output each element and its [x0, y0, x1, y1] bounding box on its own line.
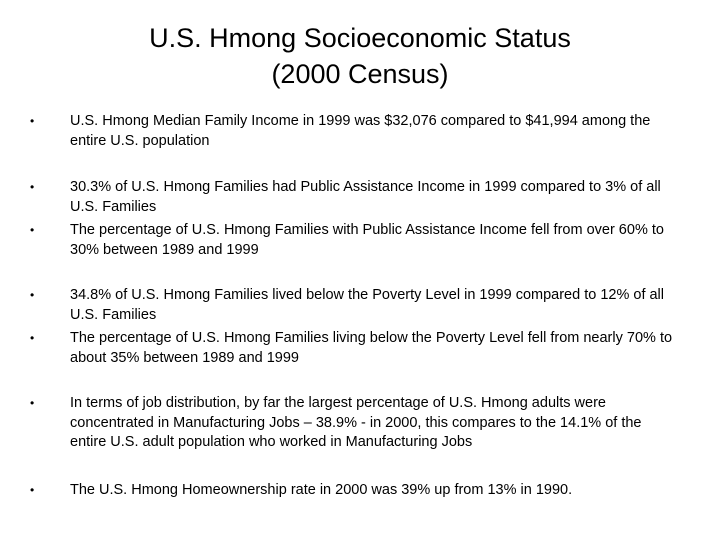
bullet-text: The U.S. Hmong Homeownership rate in 2000 was 39% up from 13% in 1990.: [70, 482, 573, 498]
bullet-marker: •: [30, 483, 35, 497]
bullet-marker: •: [30, 180, 35, 194]
slide-title: [40, 20, 680, 92]
bullet-text: 34.8% of U.S. Hmong Families lived below the Poverty Level in 1999 compared to 12% of all U.S. Families: [70, 287, 665, 323]
bullet-marker: •: [30, 331, 35, 345]
bullet-marker: •: [30, 288, 35, 302]
bullet-marker: •: [30, 114, 35, 128]
bullet-text: The percentage of U.S. Hmong Families with Public Assistance Income fell from over 60% to 30% between 1989 and 1999: [70, 222, 664, 258]
bullet-marker: •: [30, 396, 35, 410]
bullet-text: U.S. Hmong Median Family Income in 1999 was $32,076 compared to $41,994 among the entire U.S. population: [70, 113, 651, 149]
title-line-2: (2000 Census): [271, 59, 449, 89]
bullet-text: The percentage of U.S. Hmong Families living below the Poverty Level fell from nearly 70% to about 35% between 1989 and 1999: [70, 330, 673, 366]
title-line-1: U.S. Hmong Socioeconomic Status: [149, 23, 571, 53]
bullet-text: In terms of job distribution, by far the largest percentage of U.S. Hmong adults were concentrated in Manufacturing Jobs – 38.9% - in 2000, this compares to the 14.1% of the entire U.S. adult population who worked in Manufacturing Jobs: [70, 395, 642, 450]
bullet-text: 30.3% of U.S. Hmong Families had Public Assistance Income in 1999 compared to 3% of all U.S. Families: [70, 179, 661, 215]
bullet-marker: •: [30, 223, 35, 237]
